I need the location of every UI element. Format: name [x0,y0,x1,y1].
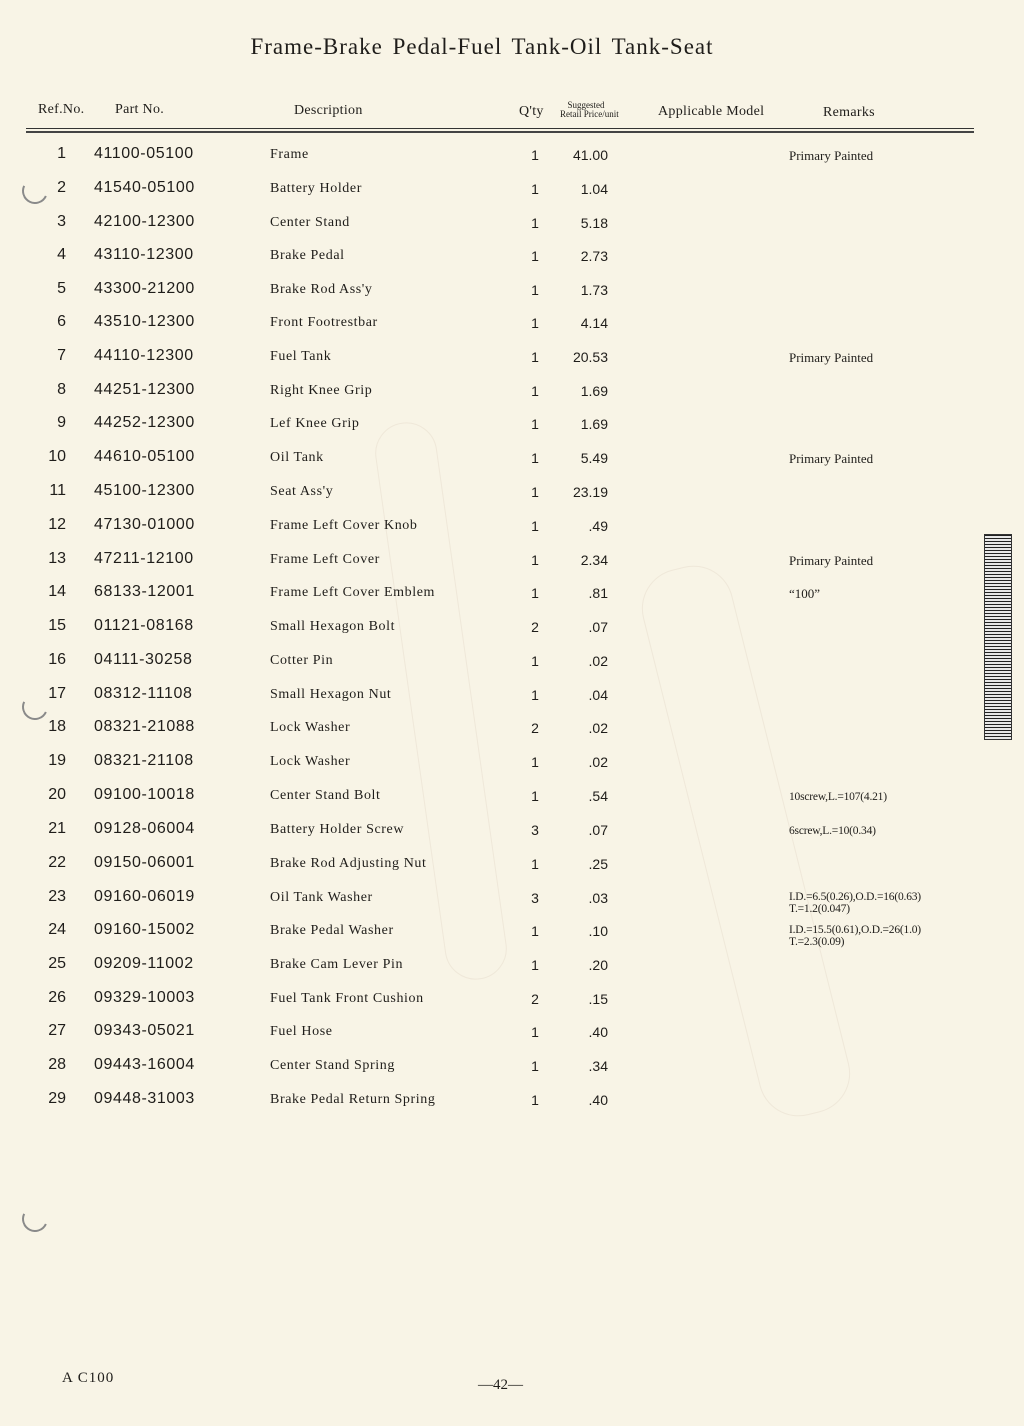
part-no: 45100-12300 [94,482,195,499]
quantity: 1 [531,923,539,939]
retail-price: .81 [588,585,608,601]
table-row [0,516,1024,550]
description: Fuel Hose [270,1024,333,1039]
retail-price: .07 [588,822,608,838]
ref-no: 1 [57,145,66,162]
quantity: 2 [531,991,539,1007]
retail-price: 20.53 [572,349,608,365]
quantity: 1 [531,552,539,568]
part-no: 09343-05021 [94,1022,195,1039]
table-row [0,347,1024,381]
quantity: 3 [531,890,539,906]
quantity: 1 [531,585,539,601]
part-no: 09443-16004 [94,1056,195,1073]
table-row [0,1056,1024,1090]
quantity: 1 [531,957,539,973]
header-ref-no: Ref.No. [38,102,85,117]
description: Cotter Pin [270,653,334,668]
table-row [0,313,1024,347]
part-no: 09160-06019 [94,888,195,905]
remarks: I.D.=15.5(0.61),O.D.=26(1.0) T.=2.3(0.09) [789,924,921,948]
retail-price: .02 [588,754,608,770]
table-row [0,280,1024,314]
quantity: 1 [531,788,539,804]
part-no: 44251-12300 [94,381,195,398]
ref-no: 16 [48,651,66,668]
description: Seat Ass'y [270,484,334,499]
description: Center Stand Bolt [270,788,381,803]
quantity: 1 [531,856,539,872]
retail-price: .40 [588,1092,608,1108]
part-no: 08312-11108 [94,685,193,702]
remarks: I.D.=6.5(0.26),O.D.=16(0.63) T.=1.2(0.047) [789,891,921,915]
table-row [0,685,1024,719]
description: Front Footrestbar [270,315,378,330]
description: Small Hexagon Bolt [270,619,396,634]
retail-price: .15 [588,991,608,1007]
retail-price: .54 [588,788,608,804]
retail-price: 1.04 [580,181,608,197]
quantity: 1 [531,416,539,432]
retail-price: 23.19 [572,484,608,500]
retail-price: .34 [588,1058,608,1074]
ref-no: 4 [57,246,66,263]
table-row [0,381,1024,415]
quantity: 2 [531,619,539,635]
header-qty: Q'ty [519,104,544,119]
ref-no: 8 [57,381,66,398]
quantity: 1 [531,518,539,534]
retail-price: .02 [588,720,608,736]
part-no: 44610-05100 [94,448,195,465]
retail-price: 4.14 [580,315,608,331]
ref-no: 22 [48,854,66,871]
retail-price: .10 [588,923,608,939]
description: Frame Left Cover [270,552,380,567]
header-rule [26,128,974,129]
part-no: 09150-06001 [94,854,195,871]
description: Fuel Tank [270,349,332,364]
description: Center Stand Spring [270,1058,395,1073]
part-no: 42100-12300 [94,213,195,230]
quantity: 1 [531,181,539,197]
quantity: 1 [531,282,539,298]
table-row [0,414,1024,448]
retail-price: 1.73 [580,282,608,298]
header-part-no: Part No. [115,102,165,117]
description: Oil Tank [270,450,324,465]
ref-no: 14 [48,583,66,600]
ref-no: 17 [48,685,66,702]
ref-no: 21 [48,820,66,837]
part-no: 08321-21088 [94,718,195,735]
quantity: 1 [531,147,539,163]
ref-no: 10 [48,448,66,465]
table-row [0,786,1024,820]
description: Brake Rod Ass'y [270,282,373,297]
ref-no: 26 [48,989,66,1006]
remarks: 6screw,L.=10(0.34) [789,825,876,837]
quantity: 1 [531,315,539,331]
header-applicable-model: Applicable Model [658,104,765,119]
remarks: 10screw,L.=107(4.21) [789,791,887,803]
ref-no: 19 [48,752,66,769]
quantity: 1 [531,1092,539,1108]
quantity: 1 [531,484,539,500]
ref-no: 13 [48,550,66,567]
part-no: 47211-12100 [94,550,194,567]
binder-hole [18,1202,51,1235]
retail-price: 5.49 [580,450,608,466]
quantity: 1 [531,383,539,399]
part-no: 09160-15002 [94,921,195,938]
retail-price: 2.34 [580,552,608,568]
retail-price: .49 [588,518,608,534]
description: Center Stand [270,215,350,230]
table-row [0,718,1024,752]
description: Brake Cam Lever Pin [270,957,404,972]
quantity: 1 [531,687,539,703]
description: Lock Washer [270,754,351,769]
description: Lock Washer [270,720,351,735]
ref-no: 11 [49,482,66,499]
ref-no: 7 [57,347,66,364]
quantity: 1 [531,754,539,770]
ref-no: 15 [48,617,66,634]
quantity: 1 [531,653,539,669]
description: Fuel Tank Front Cushion [270,991,424,1006]
part-no: 04111-30258 [94,651,193,668]
table-row [0,213,1024,247]
table-row [0,651,1024,685]
table-row [0,752,1024,786]
table-row [0,145,1024,179]
footer-model: A C100 [62,1370,115,1386]
table-row [0,583,1024,617]
quantity: 1 [531,349,539,365]
table-row [0,550,1024,584]
header-rule-double [26,131,974,133]
part-no: 68133-12001 [94,583,195,600]
description: Battery Holder Screw [270,822,405,837]
description: Brake Rod Adjusting Nut [270,856,427,871]
quantity: 1 [531,1058,539,1074]
table-row [0,955,1024,989]
retail-price: .03 [588,890,608,906]
part-no: 43300-21200 [94,280,195,297]
ref-no: 2 [57,179,66,196]
quantity: 2 [531,720,539,736]
ref-no: 27 [48,1022,66,1039]
table-row [0,179,1024,213]
retail-price: .07 [588,619,608,635]
header-description: Description [294,103,363,118]
part-no: 41100-05100 [94,145,194,162]
part-no: 44110-12300 [94,347,194,364]
page-title: Frame-Brake Pedal-Fuel Tank-Oil Tank-Seat [250,34,714,59]
part-no: 43110-12300 [94,246,194,263]
table-row [0,448,1024,482]
ref-no: 3 [57,213,66,230]
part-no: 43510-12300 [94,313,195,330]
description: Lef Knee Grip [270,416,360,431]
retail-price: 5.18 [580,215,608,231]
retail-price: .40 [588,1024,608,1040]
table-row [0,246,1024,280]
description: Right Knee Grip [270,383,373,398]
part-no: 09329-10003 [94,989,195,1006]
retail-price: .25 [588,856,608,872]
part-no: 01121-08168 [94,617,194,634]
table-row [0,854,1024,888]
header-remarks: Remarks [823,105,875,120]
quantity: 1 [531,450,539,466]
ref-no: 24 [48,921,66,938]
quantity: 3 [531,822,539,838]
description: Brake Pedal Return Spring [270,1092,436,1107]
table-row [0,921,1024,955]
retail-price: 41.00 [572,147,608,163]
table-row [0,888,1024,922]
header-price-line2: Retail Price/unit [560,109,619,119]
table-row [0,989,1024,1023]
table-row [0,820,1024,854]
table-row [0,1022,1024,1056]
part-no: 41540-05100 [94,179,195,196]
table-row [0,1090,1024,1124]
remarks: Primary Painted [789,451,874,466]
ref-no: 6 [57,313,66,330]
ref-no: 25 [48,955,66,972]
part-no: 47130-01000 [94,516,195,533]
description: Frame Left Cover Emblem [270,585,436,600]
retail-price: .02 [588,653,608,669]
remarks: Primary Painted [789,148,874,163]
retail-price: 1.69 [580,416,608,432]
section-index-tab [984,534,1012,740]
ref-no: 23 [48,888,66,905]
description: Small Hexagon Nut [270,687,392,702]
table-row [0,617,1024,651]
remarks: “100” [789,586,821,601]
header-price-line1: Suggested [567,100,605,110]
part-no: 08321-21108 [94,752,194,769]
ref-no: 29 [48,1090,66,1107]
ref-no: 5 [57,280,66,297]
description: Battery Holder [270,181,362,196]
quantity: 1 [531,248,539,264]
retail-price: 2.73 [580,248,608,264]
table-row [0,482,1024,516]
ref-no: 9 [57,414,66,431]
part-no: 09128-06004 [94,820,195,837]
part-no: 44252-12300 [94,414,195,431]
part-no: 09100-10018 [94,786,195,803]
page-number: —42— [478,1377,523,1393]
part-no: 09448-31003 [94,1090,195,1107]
part-no: 09209-11002 [94,955,194,972]
ref-no: 28 [48,1056,66,1073]
quantity: 1 [531,215,539,231]
quantity: 1 [531,1024,539,1040]
remarks: Primary Painted [789,350,874,365]
description: Frame Left Cover Knob [270,518,418,533]
ref-no: 20 [48,786,66,803]
description: Brake Pedal Washer [270,923,394,938]
retail-price: .20 [588,957,608,973]
retail-price: 1.69 [580,383,608,399]
description: Frame [270,147,309,162]
description: Oil Tank Washer [270,890,373,905]
ref-no: 12 [48,516,66,533]
remarks: Primary Painted [789,553,874,568]
description: Brake Pedal [270,248,345,263]
retail-price: .04 [588,687,608,703]
ref-no: 18 [48,718,66,735]
